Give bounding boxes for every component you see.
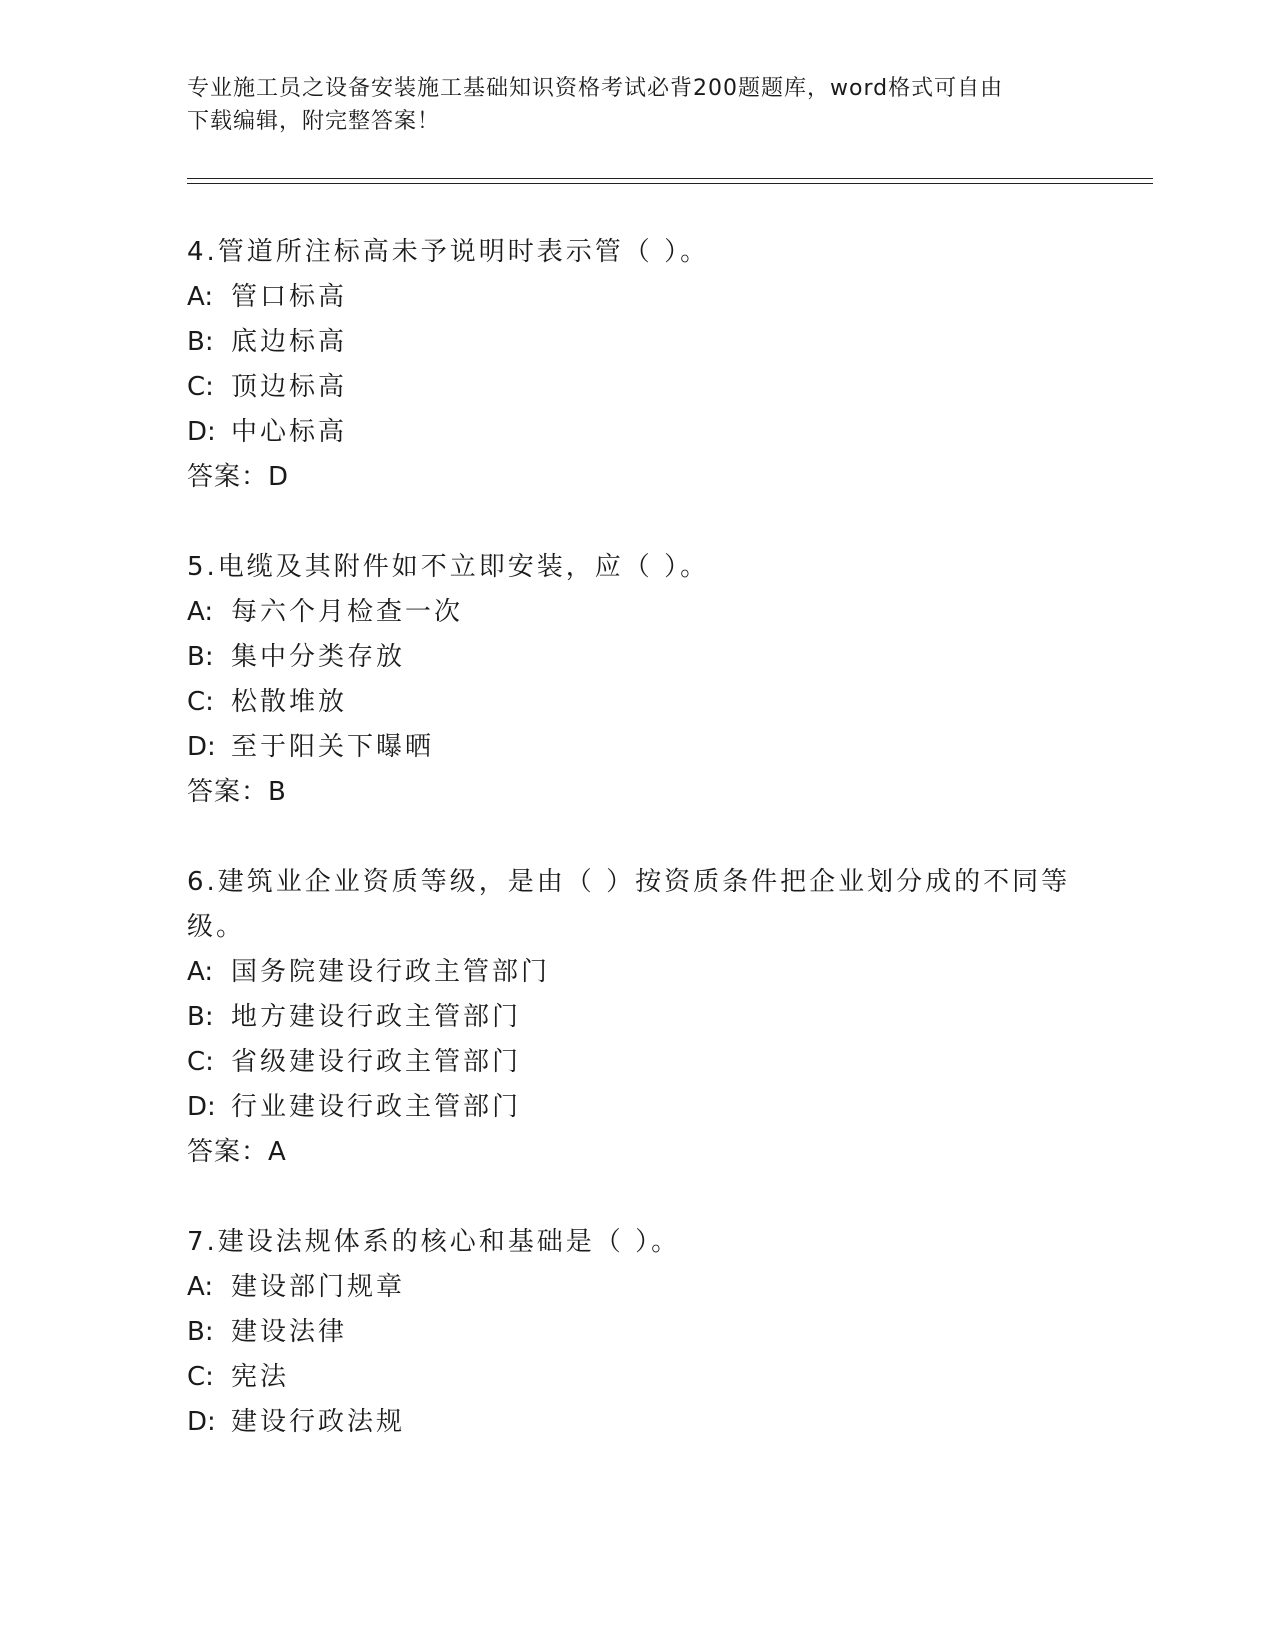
header-rule-bottom	[187, 183, 1153, 184]
option-a	[187, 950, 1087, 995]
option-d	[187, 410, 1087, 455]
option-text: 建设部门规章	[231, 1272, 406, 1302]
option-letter: B:	[187, 1002, 214, 1032]
option-c	[187, 365, 1087, 410]
option-letter: A:	[187, 597, 214, 627]
option-b	[187, 635, 1087, 680]
header-line-2: 下载编辑，附完整答案！	[187, 109, 441, 134]
answer: 答案：D	[187, 462, 290, 492]
option-text: 至于阳关下曝晒	[231, 732, 435, 762]
option-c	[187, 1040, 1087, 1085]
option-text: 地方建设行政主管部门	[231, 1002, 522, 1032]
option-text: 管口标高	[231, 282, 348, 312]
answer: 答案：A	[187, 1137, 287, 1167]
option-letter: C:	[187, 372, 214, 402]
option-text: 行业建设行政主管部门	[231, 1092, 522, 1122]
option-d	[187, 1085, 1087, 1130]
option-letter: B:	[187, 642, 214, 672]
question-text: 5.电缆及其附件如不立即安装，应（ ）。	[187, 552, 710, 582]
option-letter: A:	[187, 957, 214, 987]
option-text: 松散堆放	[231, 687, 348, 717]
option-letter: C:	[187, 1362, 214, 1392]
option-a	[187, 275, 1087, 320]
option-text: 国务院建设行政主管部门	[231, 957, 551, 987]
option-b	[187, 995, 1087, 1040]
question-list	[187, 230, 1087, 1490]
option-c	[187, 680, 1087, 725]
option-letter: B:	[187, 1317, 214, 1347]
header-rule-top	[187, 178, 1153, 179]
option-letter: D:	[187, 417, 216, 447]
option-text: 省级建设行政主管部门	[231, 1047, 522, 1077]
option-letter: B:	[187, 327, 214, 357]
option-b	[187, 1310, 1087, 1355]
option-letter: D:	[187, 732, 216, 762]
option-text: 顶边标高	[231, 372, 348, 402]
option-text: 宪法	[231, 1362, 290, 1392]
question-text: 4.管道所注标高未予说明时表示管（ ）。	[187, 237, 710, 267]
option-letter: A:	[187, 1272, 214, 1302]
document-header	[187, 72, 1087, 138]
option-letter: C:	[187, 687, 214, 717]
option-d	[187, 1400, 1087, 1445]
answer: 答案：B	[187, 777, 287, 807]
question-7	[187, 1220, 1087, 1445]
question-text: 7.建设法规体系的核心和基础是（ ）。	[187, 1227, 681, 1257]
option-text: 每六个月检查一次	[231, 597, 464, 627]
option-a	[187, 590, 1087, 635]
question-text: 6.建筑业企业资质等级，是由（ ）按资质条件把企业划分成的不同等级。	[187, 867, 1071, 942]
option-d	[187, 725, 1087, 770]
question-6	[187, 860, 1087, 1175]
option-c	[187, 1355, 1087, 1400]
option-b	[187, 320, 1087, 365]
option-letter: A:	[187, 282, 214, 312]
question-5	[187, 545, 1087, 815]
option-text: 集中分类存放	[231, 642, 406, 672]
option-text: 中心标高	[231, 417, 348, 447]
option-text: 建设行政法规	[231, 1407, 406, 1437]
question-4	[187, 230, 1087, 500]
option-text: 底边标高	[231, 327, 348, 357]
option-text: 建设法律	[231, 1317, 348, 1347]
option-letter: D:	[187, 1092, 216, 1122]
header-line-1: 专业施工员之设备安装施工基础知识资格考试必背200题题库，word格式可自由	[187, 76, 1004, 101]
option-letter: D:	[187, 1407, 216, 1437]
option-letter: C:	[187, 1047, 214, 1077]
option-a	[187, 1265, 1087, 1310]
